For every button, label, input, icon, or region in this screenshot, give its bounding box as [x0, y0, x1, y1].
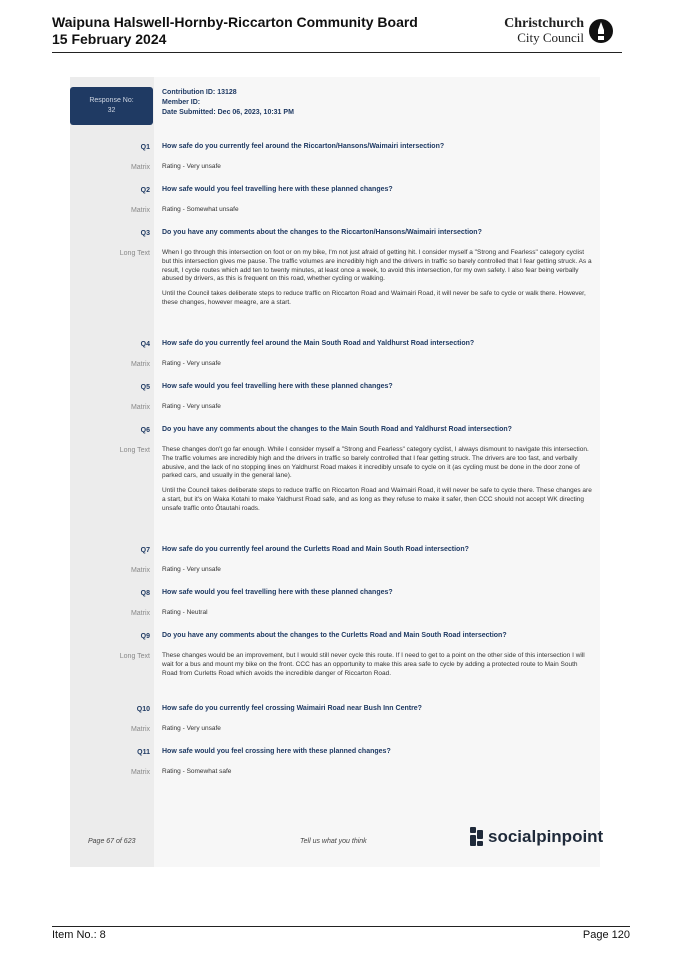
contribution-id: Contribution ID: 13128	[162, 89, 237, 96]
document-footer	[52, 926, 630, 941]
answer-paragraph: Until the Council takes deliberate steps to reduce traffic on Riccarton Road and Waimairi Road, it will never be safe to cycle or walk there. However, these changes, however meagre, are a start.	[162, 290, 586, 306]
meeting-date: 15 February 2024	[52, 31, 167, 47]
question-number: Q8	[140, 590, 150, 597]
answer-text: Rating - Very unsafe	[162, 163, 221, 170]
question-text: How safe would you feel travelling here with these planned changes?	[162, 186, 393, 193]
question-text: How safe would you feel travelling here with these planned changes?	[162, 589, 393, 596]
council-logo	[504, 16, 614, 45]
question-number: Q4	[140, 341, 150, 348]
answer-text: Rating - Very unsafe	[162, 403, 221, 410]
question-text: How safe would you feel travelling here with these planned changes?	[162, 383, 393, 390]
question-text: Do you have any comments about the changes to the Riccarton/Hansons/Waimairi intersection?	[162, 229, 482, 236]
question-text: How safe do you currently feel around the Curletts Road and Main South Road intersection?	[162, 546, 469, 553]
page-number: Page 120	[582, 929, 630, 941]
answer-type: Matrix	[130, 164, 150, 171]
question-number: Q2	[140, 187, 150, 194]
date-submitted	[162, 108, 294, 118]
answer-type: Long Text	[119, 447, 150, 454]
socialpinpoint-logo	[470, 827, 603, 847]
question-text: Do you have any comments about the changes to the Curletts Road and Main South Road intersection?	[162, 632, 507, 639]
item-number: Item No.: 8	[52, 929, 106, 941]
question-number: Q6	[140, 427, 150, 434]
answer-type: Long Text	[119, 250, 150, 257]
date-value: Dec 06, 2023, 10:31 PM	[217, 109, 294, 116]
answer-paragraph: These changes would be an improvement, but I would still never cycle this route. If I need to get to a point on the other side of this intersection I will wait for a bus and mount my bike on the front. CCC has an opportunity to make this area safe to cycle by adding a protected route to Main South Road from Curletts Road which avoids the incredible danger of Riccarton Road.	[162, 652, 585, 677]
question-text: Do you have any comments about the changes to the Main South Road and Yaldhurst Road intersection?	[162, 426, 512, 433]
answer-type: Long Text	[119, 653, 150, 660]
question-number: Q10	[136, 706, 150, 713]
member-id: Member ID:	[162, 99, 201, 106]
answer-text: Rating - Very unsafe	[162, 725, 221, 732]
response-label: Response No:	[89, 97, 134, 104]
answer-text: Rating - Very unsafe	[162, 566, 221, 573]
date-label: Date Submitted:	[162, 109, 216, 116]
answer-type: Matrix	[130, 769, 150, 776]
report-page-number: Page 67 of 623	[88, 838, 136, 845]
response-number: 32	[107, 107, 116, 114]
question-number: Q5	[140, 384, 150, 391]
submission-meta	[162, 88, 294, 118]
answer-text	[162, 652, 592, 684]
answer-text: Rating - Neutral	[162, 609, 208, 616]
answer-paragraph: Until the Council takes deliberate steps to reduce traffic on Riccarton Road and Waimairi Road, it will never be safe to cycle there. These changes are a start, but it's on Waka Kotahi to make Yaldhurst Road safe, and as long as they refuse to make it safer, then CCC should not accept WK directing unsafe traffic onto Ōtautahi roads.	[162, 487, 592, 512]
answer-paragraph: These changes don't go far enough. While I consider myself a "Strong and Fearless" category cyclist, I always dismount to navigate this intersection. The traffic volumes are incredibly high and the drivers in traffic so barely controlled that I fear getting struck. The drivers are too fast, and verbally abusive, and the lack of no stopping lines on Yaldhurst Road makes it incredibly unsafe to cycle on it (as cycling must be done in the door zone of parked cars, and usually in the general lane).	[162, 446, 589, 480]
question-number: Q7	[140, 547, 150, 554]
answer-paragraph: When I go through this intersection on foot or on my bike, I'm not just afraid of getting hit. I consider myself a "Strong and Fearless" category cyclist but this intersection gives me pause. The traffic volumes are incredibly high and the drivers in traffic so barely controlled that I fear getting struck. As a result, I cycle routes which add ten to twenty minutes, at least once a week, to avoid this intersection, for my own safety. I also fear being verbally abused by drivers, as this is frequent on this road, whether cycling or walking.	[162, 249, 592, 283]
response-number-box	[70, 87, 153, 125]
document-header	[52, 14, 622, 53]
question-text: How safe would you feel crossing here with these planned changes?	[162, 748, 391, 755]
question-number: Q9	[140, 633, 150, 640]
question-text: How safe do you currently feel around the Riccarton/Hansons/Waimairi intersection?	[162, 143, 445, 150]
answer-text: Rating - Very unsafe	[162, 360, 221, 367]
question-number: Q1	[140, 144, 150, 151]
question-text: How safe do you currently feel around the Main South Road and Yaldhurst Road intersection?	[162, 340, 475, 347]
answer-type: Matrix	[130, 207, 150, 214]
question-number: Q11	[137, 749, 150, 756]
question-text: How safe do you currently feel crossing Waimairi Road near Bush Inn Centre?	[162, 705, 422, 712]
board-title: Waipuna Halswell-Hornby-Riccarton Community Board	[52, 14, 418, 30]
tagline: Tell us what you think	[300, 838, 367, 845]
answer-type: Matrix	[130, 361, 150, 368]
answer-type: Matrix	[130, 610, 150, 617]
question-number: Q3	[140, 230, 150, 237]
answer-type: Matrix	[130, 567, 150, 574]
answer-type: Matrix	[130, 404, 150, 411]
answer-text: Rating - Somewhat safe	[162, 768, 232, 775]
brand-name: socialpinpoint	[488, 827, 604, 846]
answer-text	[162, 249, 592, 314]
cathedral-icon	[588, 18, 614, 44]
answer-type: Matrix	[130, 726, 150, 733]
socialpinpoint-icon	[470, 827, 484, 847]
logo-line2: City Council	[517, 30, 584, 45]
answer-text	[162, 446, 592, 520]
logo-line1: Christchurch	[504, 16, 584, 31]
answer-text: Rating - Somewhat unsafe	[162, 206, 239, 213]
